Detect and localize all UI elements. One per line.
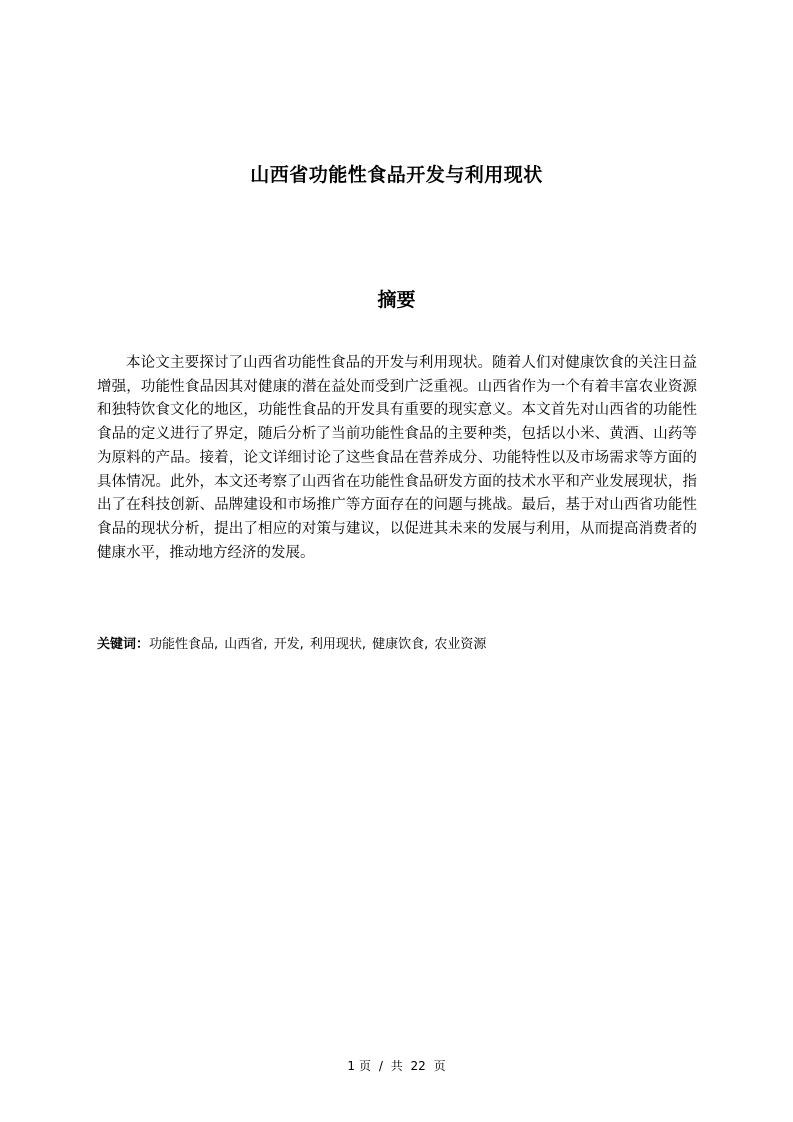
keyword-separator: ,: [214, 637, 223, 652]
total-prefix: 共: [390, 1059, 403, 1073]
keyword: 开发: [273, 637, 300, 652]
page-footer: [0, 1057, 793, 1074]
keyword: 农业资源: [434, 637, 487, 652]
page-divider: /: [378, 1059, 383, 1073]
keyword-separator: ,: [263, 637, 272, 652]
keyword-separator: ,: [424, 637, 433, 652]
keywords-line: [97, 635, 697, 655]
total-pages: 22: [410, 1059, 426, 1073]
page-unit: 页: [358, 1059, 371, 1073]
keyword: 利用现状: [309, 637, 362, 652]
document-title: 山西省功能性食品开发与利用现状: [250, 164, 543, 186]
keyword-separator: ,: [299, 637, 308, 652]
keywords-label: 关键词：: [97, 637, 150, 652]
keyword-separator: ,: [361, 637, 371, 652]
abstract-body: 本论文主要探讨了山西省功能性食品的开发与利用现状。随着人们对健康饮食的关注日益增强，功能性食品因其对健康的潜在益处而受到广泛重视。山西省作为一个有着丰富农业资源和独特饮食文化的地区，功能性食品的开发具有重要的现实意义。本文首先对山西省的功能性食品的定义进行了界定，随后分析了当前功能性食品的主要种类，包括以小米、黄酒、山药等为原料的产品。接着，论文详细讨论了这些食品在营养成分、功能特性以及市场需求等方面的具体情况。此外，本文还考察了山西省在功能性食品研发方面的技术水平和产业发展现状，指出了在科技创新、品牌建设和市场推广等方面存在的问题与挑战。最后，基于对山西省功能性食品的现状分析，提出了相应的对策与建议，以促进其未来的发展与利用，从而提高消费者的健康水平，推动地方经济的发展。: [97, 355, 697, 561]
abstract-heading: 摘要: [377, 289, 416, 311]
keyword: 功能性食品: [149, 637, 215, 652]
keyword: 山西省: [224, 637, 264, 652]
keyword: 健康饮食: [372, 637, 425, 652]
total-unit: 页: [433, 1059, 446, 1073]
current-page-number: 1: [347, 1059, 355, 1073]
